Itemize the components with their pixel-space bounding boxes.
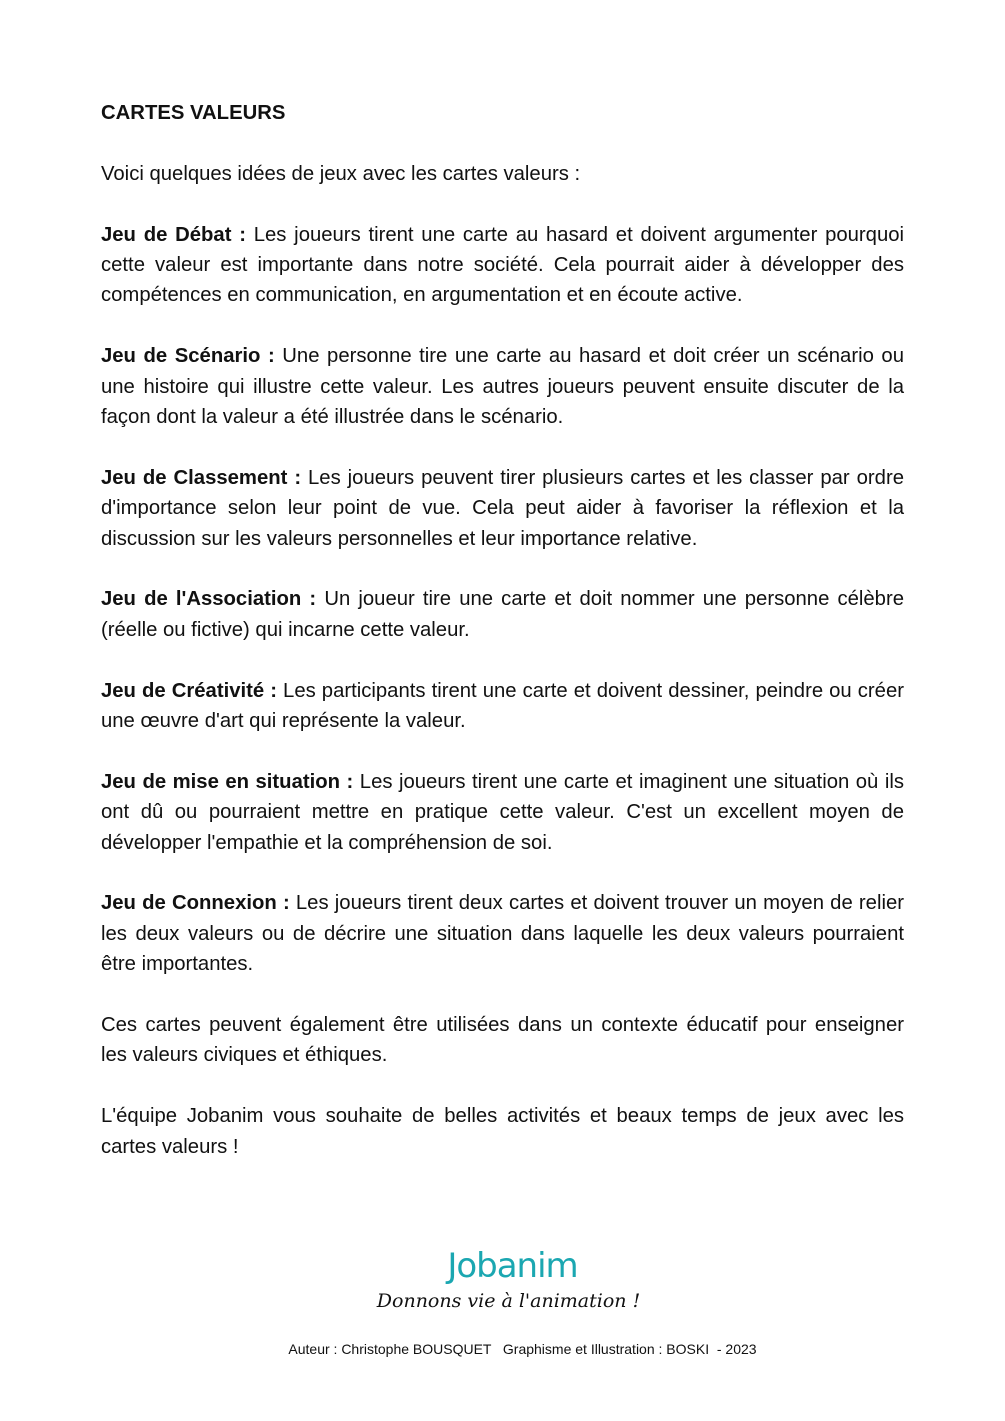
game-name: Jeu de mise en situation : [101,770,354,793]
game-name: Jeu de Créativité : [101,679,277,702]
game-creativite [101,676,904,737]
game-text: Les participants tirent une carte et doivent dessiner, peindre ou créer une œuvre d'art qui représente la valeur. [101,679,904,733]
game-text: Une personne tire une carte au hasard et doit créer un scénario ou une histoire qui illustre cette valeur. Les autres joueurs peuvent ensuite discuter de la façon dont la valeur a été illustrée dans le scénario. [101,345,904,429]
game-name: Jeu de Classement : [101,466,302,489]
game-debat [101,220,904,311]
game-name: Jeu de Connexion : [101,892,290,915]
game-scenario [101,341,904,432]
intro-paragraph: Voici quelques idées de jeux avec les cartes valeurs : [101,162,581,185]
logo-tagline: Donnons vie à l'animation ! [376,1290,641,1312]
footer-credits: Auteur : Christophe BOUSQUET Graphisme et Illustration : BOSKI - 2023 [288,1341,757,1357]
game-classement [101,463,904,554]
game-association [101,584,904,645]
game-text: Les joueurs peuvent tirer plusieurs cartes et les classer par ordre d'importance selon leur point de vue. Cela peut aider à favoriser la réflexion et la discussion sur les valeurs personnelles et leur importance relative. [101,466,904,550]
page-title: CARTES VALEURS [101,102,286,124]
closing-paragraph-2: L'équipe Jobanim vous souhaite de belles activités et beaux temps de jeux avec les cartes valeurs ! [101,1105,904,1158]
game-text: Les joueurs tirent une carte et imaginent une situation où ils ont dû ou pourraient mettre en pratique cette valeur. C'est un excellent moyen de développer l'empathie et la compréhension de soi. [101,770,904,854]
game-mise-en-situation [101,767,904,858]
game-text: Les joueurs tirent deux cartes et doivent trouver un moyen de relier les deux valeurs ou de décrire une situation dans laquelle les deux valeurs pourraient être importantes. [101,892,904,976]
game-text: Les joueurs tirent une carte au hasard et doivent argumenter pourquoi cette valeur est importante dans notre société. Cela pourrait aider à développer des compétences en communication, en argumentation et en écoute active. [101,223,905,307]
closing-paragraph-1: Ces cartes peuvent également être utilisées dans un contexte éducatif pour enseigner les valeurs civiques et éthiques. [101,1014,904,1067]
game-connexion [101,888,904,979]
game-text: Un joueur tire une carte et doit nommer une personne célèbre (réelle ou fictive) qui incarne cette valeur. [101,588,904,641]
jobanim-logo [0,1246,1005,1314]
game-name: Jeu de l'Association : [101,588,317,611]
document-body [101,98,904,1192]
logo-brand: Jobanim [447,1246,578,1286]
game-name: Jeu de Scénario : [101,345,275,368]
game-name: Jeu de Débat : [101,223,246,246]
